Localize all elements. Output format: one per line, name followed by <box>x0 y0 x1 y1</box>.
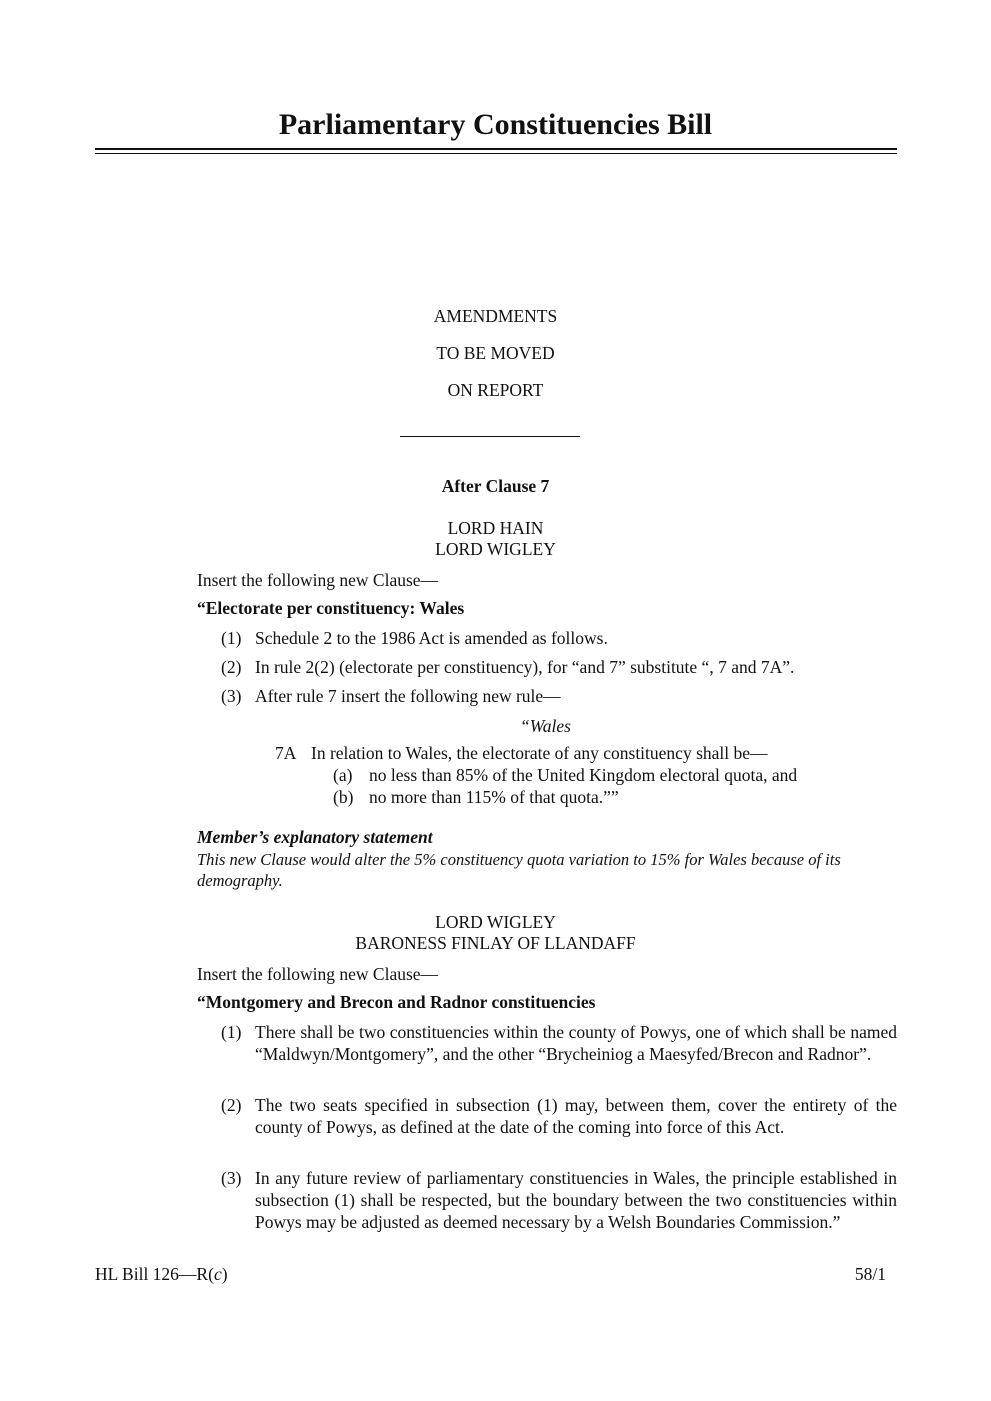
subsection-text: The two seats specified in subsection (1) may, between them, cover the entirety of the county of Powys, as defined at the date of the coming into force of this Act. <box>255 1095 897 1137</box>
subsection-number: (3) <box>221 686 242 706</box>
heading-line-2: TO BE MOVED <box>436 343 555 363</box>
subsection-number: (2) <box>221 657 242 677</box>
item-number: (a) <box>333 765 353 785</box>
subsection-text: After rule 7 insert the following new rule— <box>255 686 561 706</box>
subsection <box>221 1094 897 1138</box>
sponsor: LORD WIGLEY <box>435 539 556 559</box>
rule-7a <box>275 742 768 764</box>
subsection-text: There shall be two constituencies within the county of Powys, one of which shall be named “Maldwyn/Montgomery”, and the other “Brycheiniog a Maesyfed/Brecon and Radnor”. <box>255 1022 897 1064</box>
subsection <box>221 1021 897 1065</box>
explanatory-statement: This new Clause would alter the 5% constituency quota variation to 15% for Wales because of its demography. <box>197 850 841 890</box>
sponsor: LORD HAIN <box>447 518 544 538</box>
item-text: no less than 85% of the United Kingdom electoral quota, and <box>369 765 798 785</box>
bill-ref-suffix: ) <box>221 1264 228 1284</box>
clause-title: “Electorate per constituency: Wales <box>197 598 465 618</box>
explanatory-statement-title: Member’s explanatory statement <box>197 827 433 847</box>
item-text: no more than 115% of that quota.”” <box>369 787 619 807</box>
document-title: Parliamentary Constituencies Bill <box>278 108 713 141</box>
page-number: 58/1 <box>854 1264 886 1284</box>
subsection-text: In rule 2(2) (electorate per constituency), for “and 7” substitute “, 7 and 7A”. <box>255 657 795 677</box>
separator-rule <box>400 436 580 437</box>
sponsor: LORD WIGLEY <box>435 912 556 932</box>
title-rule-thin <box>95 153 897 154</box>
subsection-number: (1) <box>221 628 242 648</box>
heading-line-1: AMENDMENTS <box>433 306 558 326</box>
subsection <box>221 656 897 678</box>
rule-text: In relation to Wales, the electorate of any constituency shall be— <box>311 743 768 763</box>
subsection <box>221 627 897 649</box>
bill-reference <box>95 1264 228 1285</box>
rule-number: 7A <box>275 743 297 763</box>
subsection-number: (1) <box>221 1022 242 1042</box>
title-rule <box>95 148 897 150</box>
subsection-number: (3) <box>221 1168 242 1188</box>
instruction: Insert the following new Clause— <box>197 570 439 590</box>
rule-heading: “Wales <box>520 716 571 736</box>
rule-item <box>333 786 619 808</box>
subsection-number: (2) <box>221 1095 242 1115</box>
subsection <box>221 685 897 707</box>
subsection-text: Schedule 2 to the 1986 Act is amended as follows. <box>255 628 608 648</box>
subsection <box>221 1167 897 1233</box>
bill-ref-prefix: HL Bill 126—R( <box>95 1264 214 1284</box>
instruction: Insert the following new Clause— <box>197 964 439 984</box>
subsection-text: In any future review of parliamentary constituencies in Wales, the principle established in subsection (1) shall be respected, but the boundary between the two constituencies within Powys may be adjusted as deemed necessary by a Welsh Boundaries Commission.” <box>255 1168 897 1232</box>
sponsor: BARONESS FINLAY OF LLANDAFF <box>355 933 636 953</box>
item-number: (b) <box>333 787 354 807</box>
clause-title: “Montgomery and Brecon and Radnor constituencies <box>197 992 596 1012</box>
rule-item <box>333 764 797 786</box>
heading-line-3: ON REPORT <box>447 380 544 400</box>
section-heading: After Clause 7 <box>441 476 550 496</box>
bill-ref-italic: c <box>213 1264 222 1284</box>
